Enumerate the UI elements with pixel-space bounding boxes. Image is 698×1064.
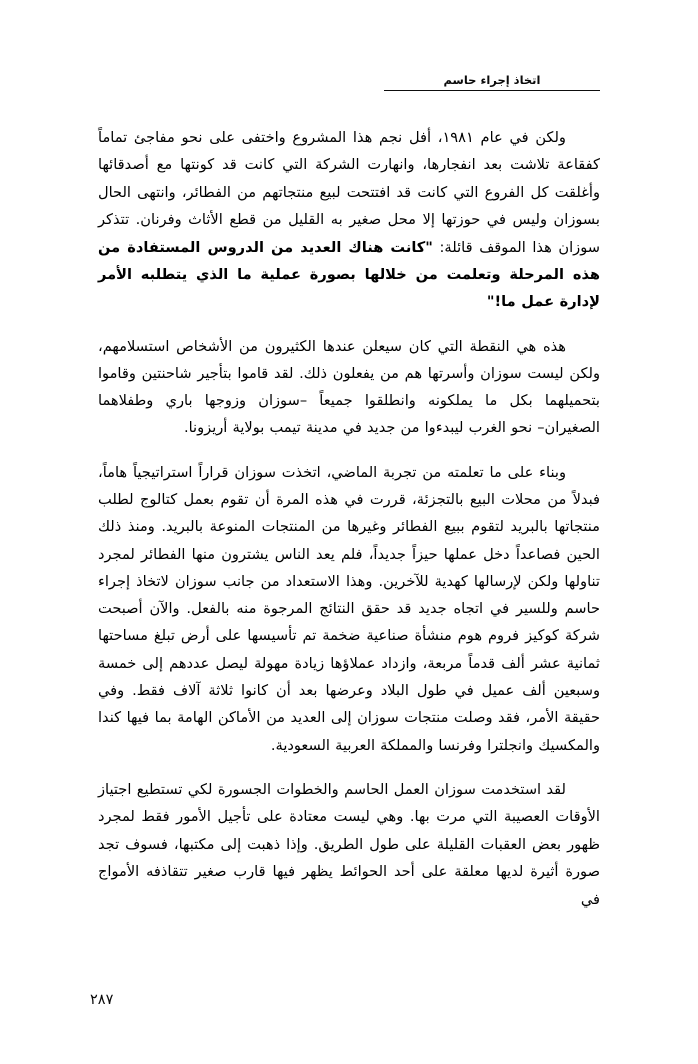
paragraph-1: [98, 124, 600, 316]
body-text-block: [98, 124, 600, 930]
running-head-rule: [384, 90, 600, 92]
paragraph-4: لقد استخدمت سوزان العمل الحاسم والخطوات الجسورة لكي تستطيع اجتياز الأوقات العصيبة التي مرت بها. وهي ليست معتادة على تأجيل الأمور فقط لمجرد ظهور بعض العقبات القليلة على طول الطريق. وإذا ذهبت إلى مكتبها، فسوف تجد صورة أثيرة لديها معلقة على أحد الحوائط يظهر فيها قارب صغير تتقاذفه الأمواج في: [98, 780, 600, 908]
running-head: [384, 74, 600, 91]
running-head-title: اتخاذ إجراء حاسم: [443, 73, 541, 87]
paragraph-1-quote: "كانت هناك العديد من الدروس المستفادة من هذه المرحلة وتعلمت من خلالها بصورة عملية ما الذي يتطلبه الأمر لإدارة عمل ما!": [98, 238, 600, 311]
page-number: ٢٨٧: [90, 992, 114, 1008]
paragraph-1-lead-text: ولكن في عام ١٩٨١، أفل نجم هذا المشروع واختفى على نحو مفاجئ تماماً كفقاعة تلاشت بعد انفجارها، وانهارت الشركة التي كانت قد كونتها مع أصدقائها وأغلقت كل الفروع التي كانت قد افتتحت لبيع منتجاتهم من الفطائر، وانتهى الحال بسوزان وليس في حوزتها إلا محل صغير به القليل من قطع الأثاث وفرنان. تتذكر سوزان هذا الموقف قائلة:: [98, 129, 600, 256]
paragraph-3: وبناء على ما تعلمته من تجربة الماضي، اتخذت سوزان قراراً استراتيجياً هاماً، فبدلاً من محلات البيع بالتجزئة، قررت في هذه المرة أن تقوم بعمل كتالوج لطلب منتجاتها بالبريد لتقوم ببيع الفطائر وغيرها من المنتجات المنوعة بالبريد. ومنذ ذلك الحين فصاعداً دخل عملها حيزاً جديداً، فلم يعد الناس يشترون منها الفطائر لمجرد تناولها ولكن لإرسالها كهدية للآخرين. وهذا الاستعداد من جانب سوزان لاتخاذ إجراء حاسم وللسير في اتجاه جديد قد حقق النتائج المرجوة منه بالفعل. والآن أصبحت شركة كوكيز فروم هوم منشأة صناعية ضخمة تم تأسيسها على أرض تبلغ مساحتها ثمانية عشر ألف قدماً مربعة، وازداد عملاؤها زيادة مهولة ليصل عددهم إلى خمسة وسبعين ألف عميل في طول البلاد وعرضها بعد أن كانوا ثلاثة آلاف فقط. وفي حقيقة الأمر، فقد وصلت منتجات سوزان إلى العديد من الأماكن الهامة بما فيها كندا والمكسيك وانجلترا وفرنسا والمملكة العربية السعودية.: [98, 463, 600, 754]
paragraph-2: هذه هي النقطة التي كان سيعلن عندها الكثيرون من الأشخاص استسلامهم، ولكن ليست سوزان وأسرتها هم من يفعلون ذلك. لقد قاموا بتأجير شاحنتين وقاموا بتحميلهما بكل ما يملكونه وانطلقوا جميعاً –سوزان وزوجها باري وطفلاهما الصغيران– نحو الغرب ليبدءوا من جديد في مدينة تيمب بولاية أريزونا.: [98, 337, 600, 437]
